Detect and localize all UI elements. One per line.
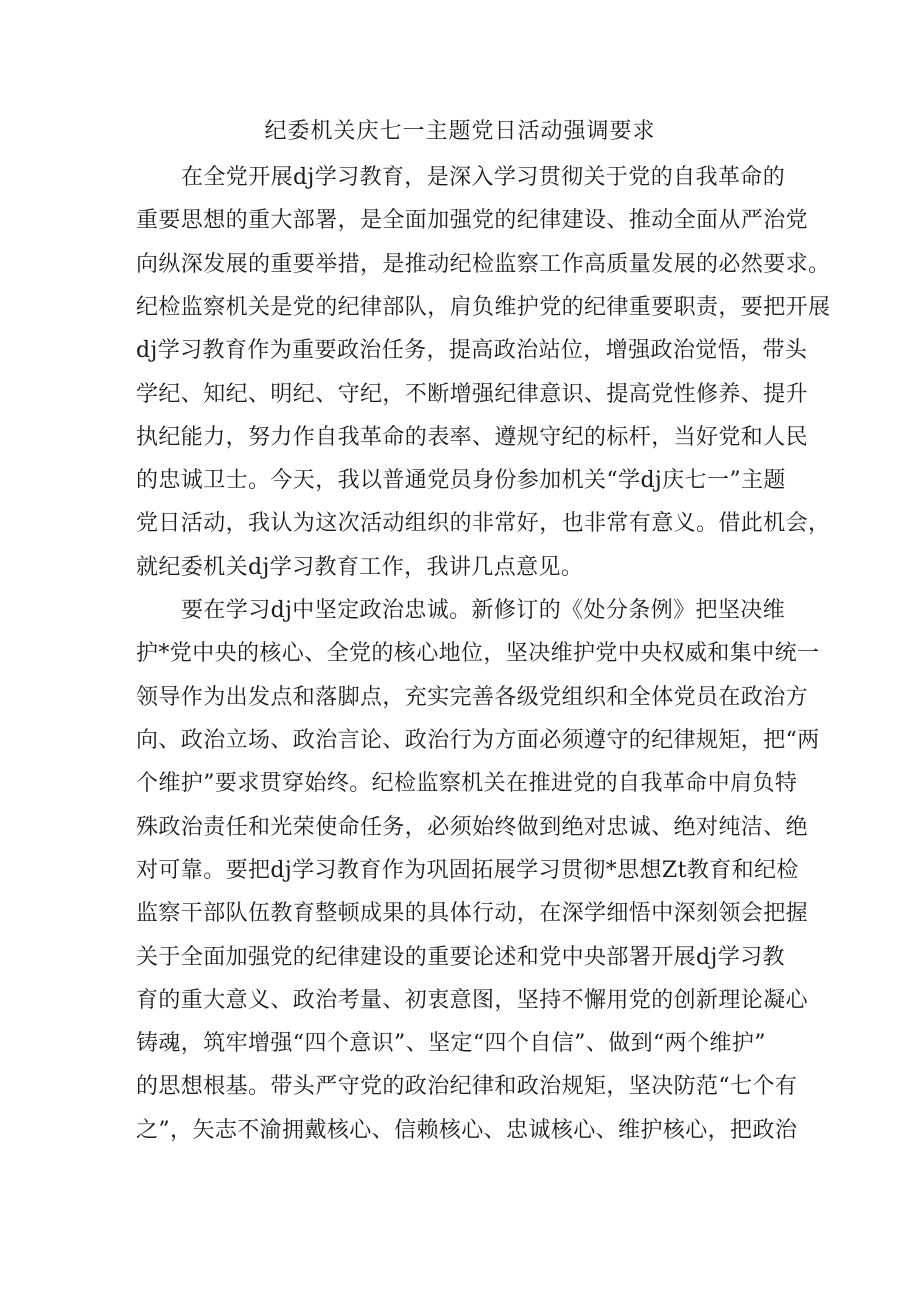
paragraph-1-line-9: 党日活动，我认为这次活动组织的非常好，也非常有意义。借此机会，	[136, 511, 831, 536]
paragraph-2-line-5: 个维护”要求贯穿始终。纪检监察机关在推进党的自我革命中肩负特	[136, 771, 798, 796]
paragraph-2-line-1: 要在学习dj中坚定政治忠诚。新修订的《处分条例》把坚决维	[181, 598, 786, 623]
paragraph-1-line-10: 就纪委机关dj学习教育工作，我讲几点意见。	[136, 555, 584, 580]
paragraph-1-line-2: 重要思想的重大部署，是全面加强党的纪律建设、推动全面从严治党	[136, 208, 809, 233]
paragraph-1-line-1: 在全党开展dj学习教育，是深入学习贯彻关于党的自我革命的	[181, 165, 786, 190]
paragraph-1-line-6: 学纪、知纪、明纪、守纪，不断增强纪律意识、提高党性修养、提升	[136, 382, 809, 407]
paragraph-2-line-7: 对可靠。要把dj学习教育作为巩固拓展学习贯彻*思想Zt教育和纪检	[136, 858, 799, 883]
paragraph-2-line-11: 铸魂，筑牢增强“四个意识”、坚定“四个自信”、做到“两个维护”	[136, 1031, 766, 1056]
paragraph-2-line-12: 的思想根基。带头严守党的政治纪律和政治规矩，坚决防范“七个有	[136, 1074, 798, 1099]
paragraph-2-line-4: 向、政治立场、政治言论、政治行为方面必须遵守的纪律规矩，把“两	[136, 728, 820, 753]
paragraph-2-line-3: 领导作为出发点和落脚点，充实完善各级党组织和全体党员在政治方	[136, 685, 809, 710]
paragraph-1-line-4: 纪检监察机关是党的纪律部队，肩负维护党的纪律重要职责，要把开展	[136, 295, 831, 320]
paragraph-1-line-7: 执纪能力，努力作自我革命的表率、遵规守纪的标杆，当好党和人民	[136, 425, 809, 450]
paragraph-1-line-8: 的忠诚卫士。今天，我以普通党员身份参加机关“学dj庆七一”主题	[136, 468, 786, 493]
paragraph-2-line-10: 育的重大意义、政治考量、初衷意图，坚持不懈用党的创新理论凝心	[136, 988, 809, 1013]
paragraph-1-line-5: dj学习教育作为重要政治任务，提高政治站位，增强政治觉悟，带头	[136, 338, 808, 363]
paragraph-2-line-8: 监察干部队伍教育整顿成果的具体行动，在深学细悟中深刻领会把握	[136, 901, 809, 926]
paragraph-2-line-6: 殊政治责任和光荣使命任务，必须始终做到绝对忠诚、绝对纯洁、绝	[136, 815, 809, 840]
document-title: 纪委机关庆七一主题党日活动强调要求	[264, 119, 656, 144]
paragraph-1-line-3: 向纵深发展的重要举措，是推动纪检监察工作高质量发展的必然要求。	[136, 252, 831, 277]
paragraph-2-line-2: 护*党中央的核心、全党的核心地位，坚决维护党中央权威和集中统一	[136, 641, 820, 666]
paragraph-2-line-13: 之”，矢志不渝拥戴核心、信赖核心、忠诚核心、维护核心，把政治	[136, 1118, 798, 1143]
paragraph-2-line-9: 关于全面加强党的纪律建设的重要论述和党中央部署开展dj学习教	[136, 945, 785, 970]
